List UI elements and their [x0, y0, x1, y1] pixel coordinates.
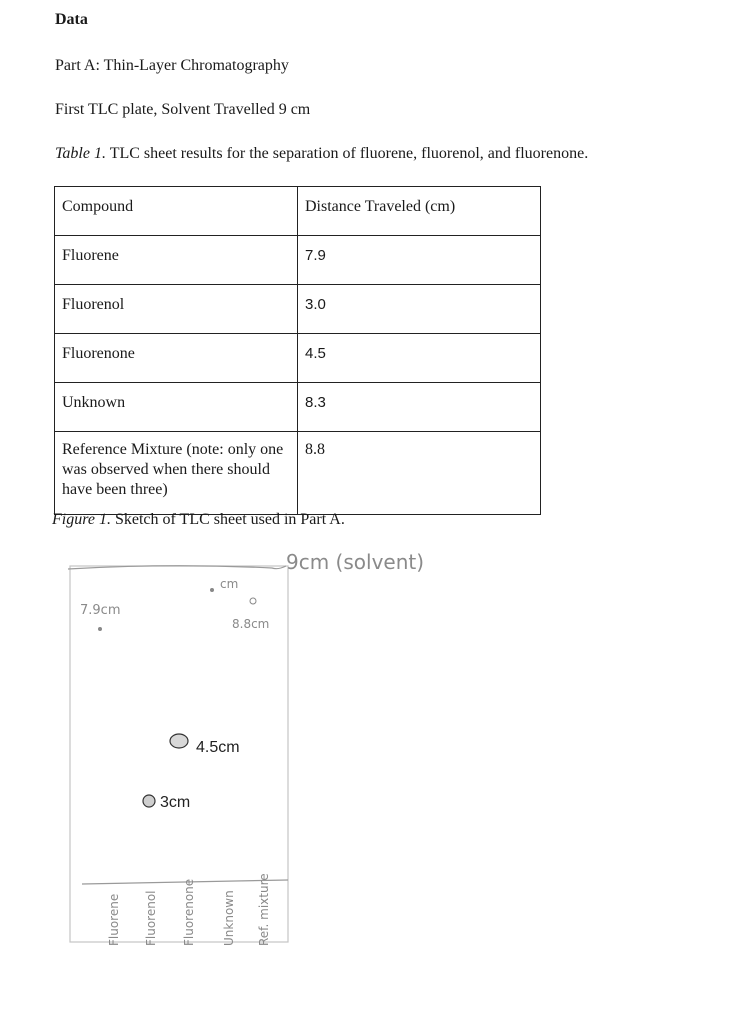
reference-spot-label: 8.8cm	[232, 617, 270, 631]
fluorene-spot-label: 7.9cm	[80, 603, 121, 618]
lane-label: Fluorene	[107, 893, 121, 946]
fluorenol-spot	[143, 795, 155, 807]
figure-caption-label: Figure 1.	[52, 511, 111, 528]
solvent-label: 9cm (solvent)	[286, 550, 425, 574]
fluorenol-spot-label: 3cm	[160, 794, 191, 811]
lane-label: Fluorenone	[182, 878, 196, 946]
cell-distance: 3.0	[298, 285, 541, 334]
fluorenone-spot-label: 4.5cm	[196, 739, 240, 756]
lane-label: Unknown	[222, 890, 236, 946]
unknown-spot-label: cm	[220, 577, 239, 591]
cell-distance: 8.8	[298, 432, 541, 515]
table-caption-text: TLC sheet results for the separation of fluorene, fluorenol, and fluorenone.	[105, 145, 589, 162]
section-heading: Data	[55, 11, 88, 28]
unknown-spot	[210, 588, 214, 592]
reference-spot	[250, 598, 256, 604]
cell-compound: Fluorenone	[55, 334, 298, 383]
lane-label: Fluorenol	[144, 890, 158, 946]
cell-distance: 8.3	[298, 383, 541, 432]
cell-compound: Fluorene	[55, 236, 298, 285]
header-distance: Distance Traveled (cm)	[298, 187, 541, 236]
figure-caption-text: Sketch of TLC sheet used in Part A.	[110, 511, 345, 528]
header-compound: Compound	[55, 187, 298, 236]
plate-info: First TLC plate, Solvent Travelled 9 cm	[55, 101, 311, 118]
cell-distance: 7.9	[298, 236, 541, 285]
lane-label: Ref. mixture	[257, 873, 271, 946]
cell-distance: 4.5	[298, 334, 541, 383]
fluorenone-spot	[170, 734, 188, 748]
fluorene-spot	[98, 627, 102, 631]
cell-compound: Reference Mixture (note: only one was observed when there should have been three)	[55, 432, 298, 515]
cell-compound: Fluorenol	[55, 285, 298, 334]
part-a-title: Part A: Thin-Layer Chromatography	[55, 57, 289, 74]
cell-compound: Unknown	[55, 383, 298, 432]
table-caption-label: Table 1.	[55, 145, 106, 162]
